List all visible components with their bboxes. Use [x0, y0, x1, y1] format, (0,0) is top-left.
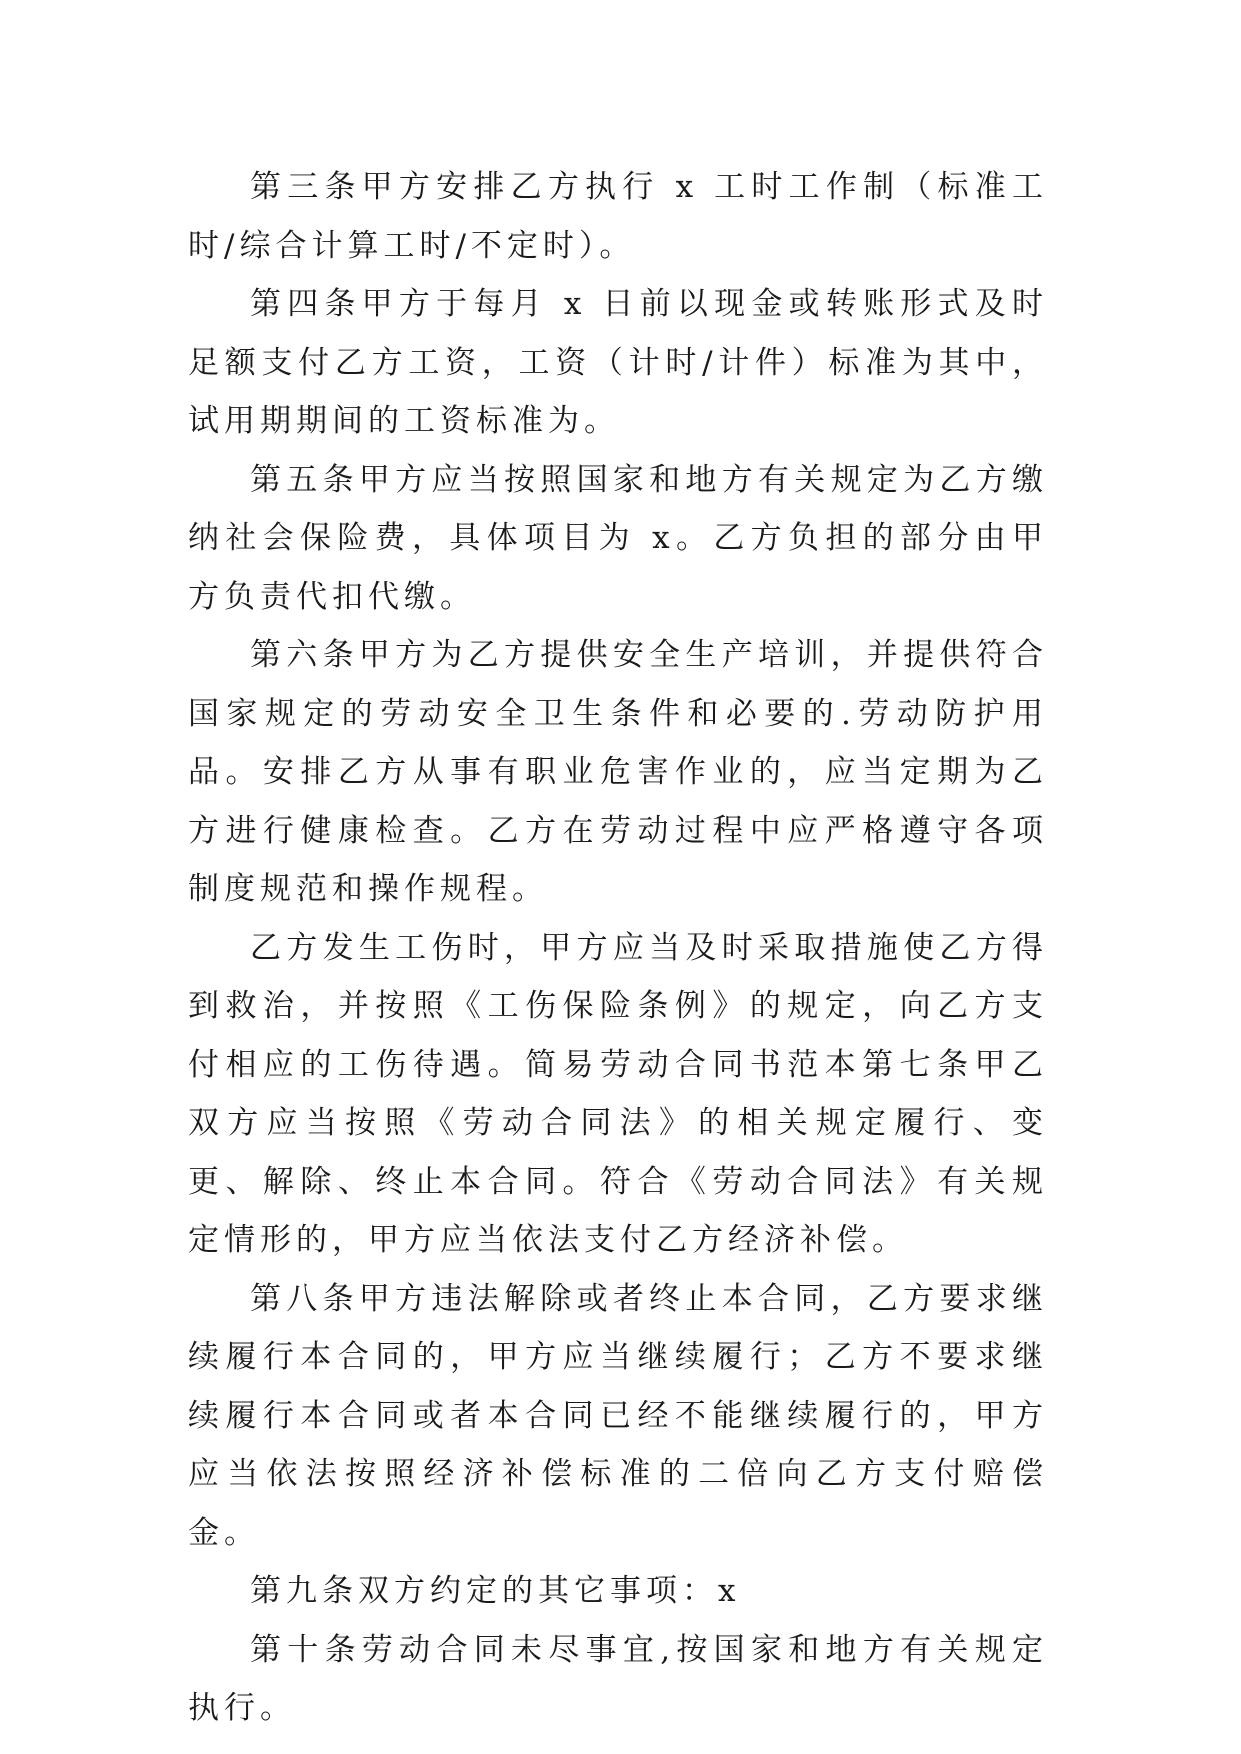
article-8-paragraph: 第八条甲方违法解除或者终止本合同，乙方要求继续履行本合同的，甲方应当继续履行；乙方不要求继续履行本合同或者本合同已经不能继续履行的，甲方应当依法按照经济补偿标准的二倍向乙方支付赔偿金。: [188, 1280, 1048, 1551]
article-10-paragraph: 第十条劳动合同未尽事宜,按国家和地方有关规定执行。: [188, 1631, 1048, 1726]
article-9-paragraph: 第九条双方约定的其它事项：x: [250, 1573, 741, 1609]
work-injury-and-article-7-paragraph: 乙方发生工伤时，甲方应当及时采取措施使乙方得到救治，并按照《工伤保险条例》的规定，向乙方支付相应的工伤待遇。简易劳动合同书范本第七条甲乙双方应当按照《劳动合同法》的相关规定履行、变更、解除、终止本合同。符合《劳动合同法》有关规定情形的，甲方应当依法支付乙方经济补偿。: [188, 929, 1048, 1258]
article-4-paragraph: 第四条甲方于每月 x 日前以现金或转账形式及时足额支付乙方工资，工资（计时/计件）标准为其中，试用期期间的工资标准为。: [188, 286, 1048, 439]
document-body: [188, 158, 1048, 1738]
article-3-paragraph: 第三条甲方安排乙方执行 x 工时工作制（标准工时/综合计算工时/不定时）。: [188, 169, 1048, 264]
article-6-paragraph: 第六条甲方为乙方提供安全生产培训，并提供符合国家规定的劳动安全卫生条件和必要的.劳动防护用品。安排乙方从事有职业危害作业的，应当定期为乙方进行健康检查。乙方在劳动过程中应严格遵守各项制度规范和操作规程。: [188, 637, 1048, 907]
article-5-paragraph: 第五条甲方应当按照国家和地方有关规定为乙方缴纳社会保险费，具体项目为 x。乙方负担的部分由甲方负责代扣代缴。: [188, 461, 1048, 615]
